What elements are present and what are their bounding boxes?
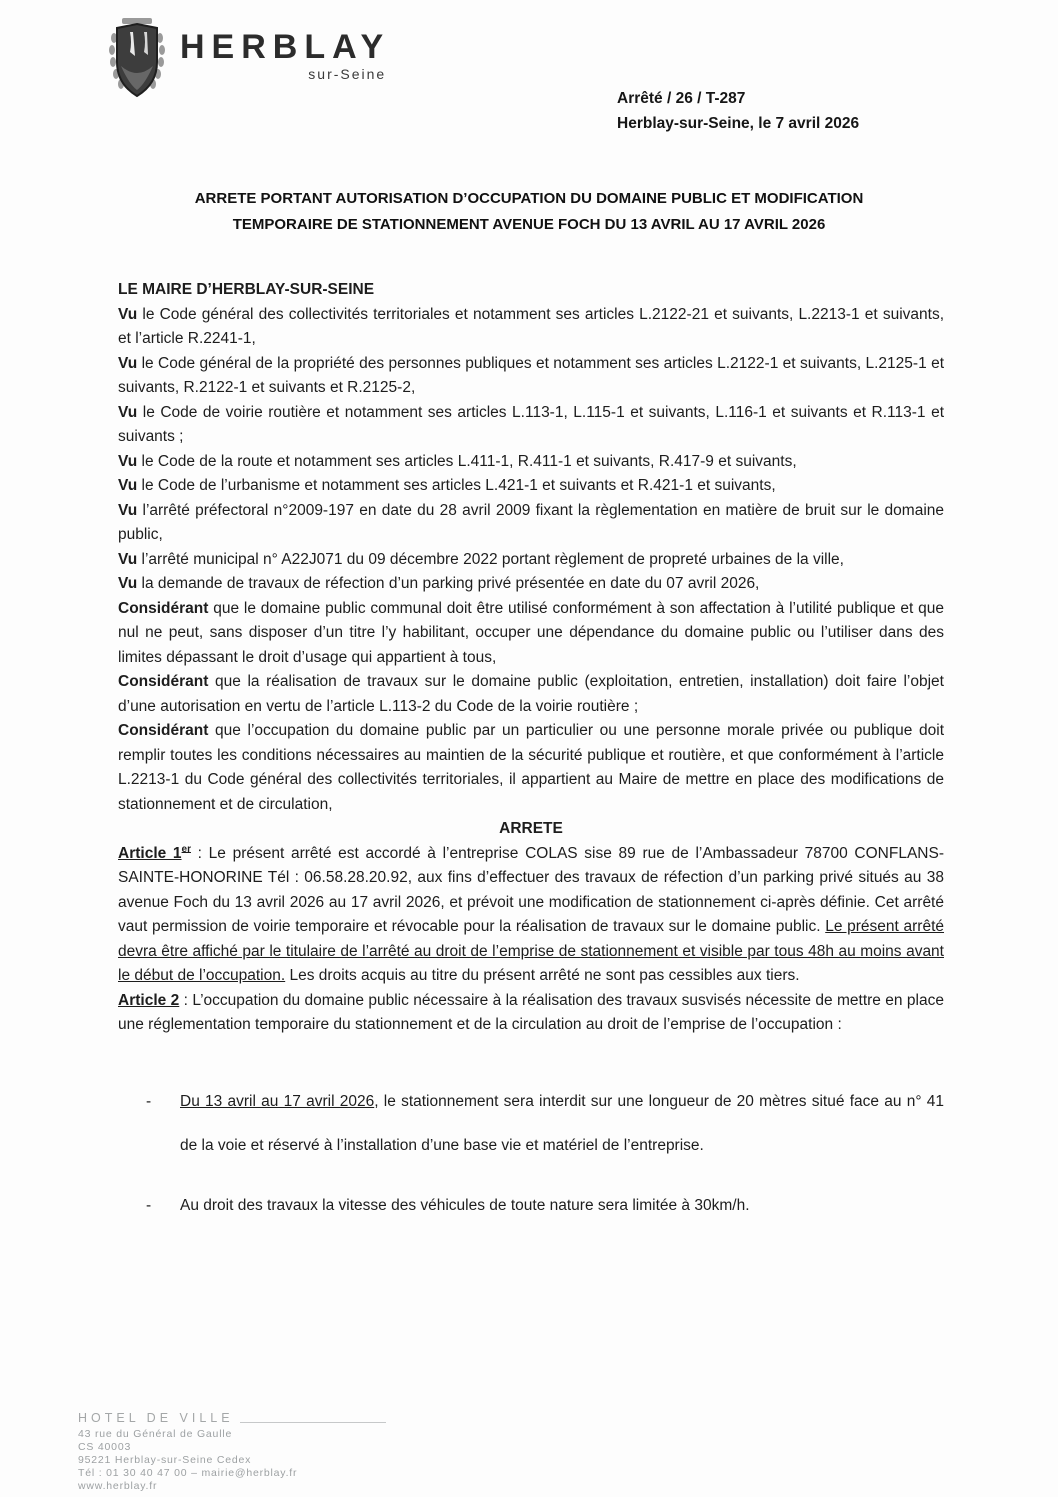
- vu-paragraph: Vu la demande de travaux de réfection d’un parking privé présentée en date du 07 avril 2026,: [118, 575, 760, 592]
- bullet-dash: -: [146, 1092, 152, 1110]
- provision-item: - Du 13 avril au 17 avril 2026, le stationnement sera interdit sur une longueur de 20 mètres situé face au n° 41 de la voie et réservé à l’installation d’une base vie et matériel de l’entreprise.: [118, 1080, 944, 1168]
- vu-paragraph: Vu l’arrêté municipal n° A22J071 du 09 décembre 2022 portant règlement de propreté urbaines de la ville,: [118, 550, 844, 568]
- city-name-subtitle: sur-Seine: [308, 66, 387, 82]
- city-logo: [108, 16, 390, 113]
- footer-title: HOTEL DE VILLE: [78, 1411, 234, 1425]
- vu-paragraph: Vu le Code de la route et notamment ses articles L.411-1, R.411-1 et suivants, R.417-9 et suivants,: [118, 452, 797, 470]
- article-paragraph: Article 1er : Le présent arrêté est accordé à l’entreprise COLAS sise 89 rue de l’Ambassadeur 78700 CONFLANS-SAINTE-HONORINE Tél : 06.58.28.20.92, aux fins d’effectuer des travaux de réfection d’un parking privé situés au 38 avenue Foch du 13 avril 2026 au 17 avril 2026, et prévoit une modification de stationnement ci-après définie. Cet arrêté vaut permission de voirie temporaire et révocable pour la réalisation de travaux sur le domaine public. Le présent arrêté devra être affiché par le titulaire de l’arrêté au droit de l’emprise de stationnement et visible par tous 48h au moins avant le début de l’occupation. Les droits acquis au titre du présent arrêté ne sont pas cessibles aux tiers.: [118, 843, 945, 984]
- vu-paragraph: Vu le Code général des collectivités territoriales et notamment ses articles L.2122-21 et suivants, L.2213-1 et suivants, et l’article R.2241-1,: [118, 305, 944, 347]
- city-name: HERBLAY: [180, 28, 391, 66]
- footer-line: CS 40003: [78, 1441, 132, 1453]
- vu-paragraph: Vu l’arrêté préfectoral n°2009-197 en date du 28 avril 2009 fixant la règlementation en matière de bruit sur le domaine public,: [118, 501, 944, 543]
- vu-paragraph: Vu le Code général de la propriété des personnes publiques et notamment ses articles L.2122-1 et suivants, L.2125-1 et suivants, R.2122-1 et suivants et R.2125-2,: [118, 354, 944, 396]
- articles-section: [118, 842, 944, 1038]
- footer-title-row: [78, 1412, 386, 1425]
- footer-line: Tél : 01 30 40 47 00 – mairie@herblay.fr: [78, 1467, 298, 1479]
- article-paragraph: Article 2 : L’occupation du domaine public nécessaire à la réalisation des travaux susvisés nécessite de mettre en place une réglementation temporaire du stationnement et de la circulation au droit de l’emprise de l’occupation :: [118, 991, 944, 1033]
- place-and-date: Herblay-sur-Seine, le 7 avril 2026: [617, 115, 860, 132]
- considerations-section: [118, 303, 944, 818]
- vu-paragraph: Vu le Code de l’urbanisme et notamment ses articles L.421-1 et suivants et R.421-1 et suivants,: [118, 477, 776, 494]
- vu-paragraph: Considérant que le domaine public communal doit être utilisé conformément à son affectation à l’utilité publique et que nul ne peut, sans disposer d’un titre l’y habilitant, occuper une dépendance du domaine public ou l’utiliser dans des limites dépassant le droit d’usage qui appartient à tous,: [118, 599, 944, 666]
- document-title-line2: TEMPORAIRE DE STATIONNEMENT AVENUE FOCH DU 13 AVRIL AU 17 AVRIL 2026: [232, 216, 826, 233]
- issuing-authority: LE MAIRE D’HERBLAY-SUR-SEINE: [118, 281, 375, 298]
- provision-item: - Au droit des travaux la vitesse des véhicules de toute nature sera limitée à 30km/h.: [118, 1184, 944, 1228]
- city-crest-icon: [108, 16, 166, 113]
- footer-line: 95221 Herblay-sur-Seine Cedex: [78, 1454, 252, 1466]
- footer-rule: [240, 1422, 386, 1423]
- document-title: [60, 186, 998, 238]
- vu-paragraph: Considérant que la réalisation de travaux sur le domaine public (exploitation, entretien, installation) doit faire l’objet d’une autorisation en vertu de l’article L.113-2 du Code de la voirie routière ;: [118, 673, 944, 715]
- footer-line: www.herblay.fr: [78, 1480, 158, 1492]
- townhall-footer: [78, 1412, 398, 1493]
- arrete-reference: Arrêté / 26 / T-287: [617, 90, 746, 107]
- vu-paragraph: Considérant que l’occupation du domaine public par un particulier ou une personne morale privée ou publique doit remplir toutes les conditions nécessaires au maintien de la sécurité publique et routière, et que conformément à l’article L.2213-1 du Code général des collectivités territoriales, il appartient au Maire de mettre en place des modifications de stationnement et de circulation,: [118, 722, 944, 813]
- provisions-list: [118, 1080, 944, 1228]
- document-body: [118, 278, 944, 1244]
- footer-line: 43 rue du Général de Gaulle: [78, 1428, 233, 1440]
- footer-address: [78, 1428, 398, 1493]
- reference-block: [617, 86, 859, 136]
- document-title-line1: ARRETE PORTANT AUTORISATION D’OCCUPATION DU DOMAINE PUBLIC ET MODIFICATION: [194, 190, 864, 207]
- bullet-dash: -: [146, 1196, 152, 1214]
- vu-paragraph: Vu le Code de voirie routière et notamment ses articles L.113-1, L.115-1 et suivants, L.116-1 et suivants et R.113-1 et suivants ;: [118, 403, 944, 445]
- arrete-heading: ARRETE: [499, 820, 563, 837]
